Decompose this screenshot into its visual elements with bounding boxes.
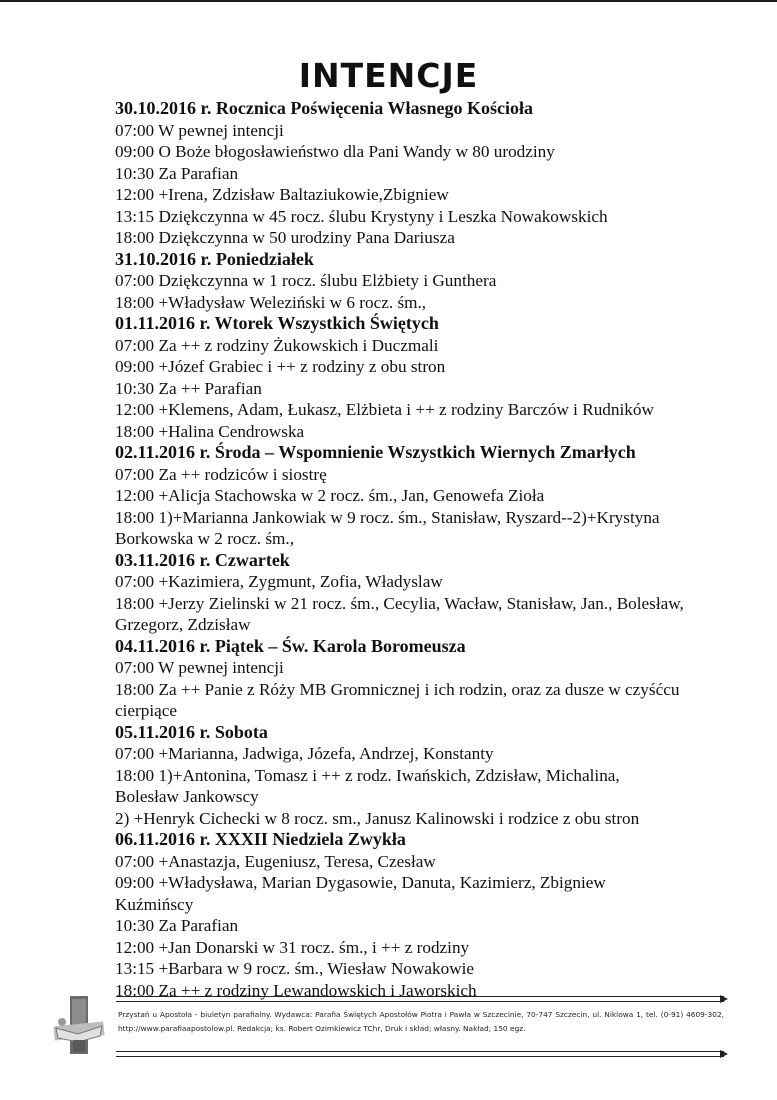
page-title: INTENCJE bbox=[298, 56, 479, 95]
intention-line: 2) +Henryk Cichecki w 8 rocz. sm., Janusz Kalinowski i rodzice z obu stron bbox=[115, 808, 640, 828]
day-header: 06.11.2016 r. XXXII Niedziela Zwykła bbox=[115, 829, 406, 849]
intention-line: 18:00 1)+Antonina, Tomasz i ++ z rodz. Iwańskich, Zdzisław, Michalina, bbox=[115, 765, 620, 785]
intention-line: 18:00 Dziękczynna w 50 urodziny Pana Dariusza bbox=[115, 228, 455, 247]
intention-line: 18:00 +Jerzy Zielinski w 21 rocz. śm., Cecylia, Wacław, Stanisław, Jan., Bolesław, bbox=[115, 593, 684, 613]
intention-line: 10:30 Za Parafian bbox=[115, 163, 239, 183]
intention-line: 07:00 +Marianna, Jadwiga, Józefa, Andrzej, Konstanty bbox=[115, 744, 494, 763]
intention-line: Borkowska w 2 rocz. śm., bbox=[115, 529, 295, 548]
intention-line: 18:00 Za ++ z rodziny Lewandowskich i Jaworskich bbox=[115, 980, 477, 1000]
footer-text: Przystań u Apostoła - biuletyn parafialny. Wydawca: Parafia Świętych Apostołów Piotra i Pawła w Szczecinie, 70-747 Szczecin, ul. Niklowa 1, tel. (0-91) 4609-302, http://www.parafiaapostolow.pl. Redakcja; ks. Robert Ozimkiewicz TChr, Druk i skład; własny. Nakład; 150 egz. bbox=[118, 1010, 724, 1033]
day-header: 31.10.2016 r. Poniedziałek bbox=[115, 248, 314, 269]
intention-line: 10:30 Za ++ Parafian bbox=[115, 378, 262, 398]
intention-line: Grzegorz, Zdzisław bbox=[115, 615, 251, 634]
intention-line: 12:00 +Jan Donarski w 31 rocz. śm., i ++ z rodziny bbox=[115, 937, 470, 957]
intention-line: 10:30 Za Parafian bbox=[115, 916, 239, 935]
intention-line: 18:00 +Władysław Weleziński w 6 rocz. śm., bbox=[115, 292, 427, 312]
intention-line: cierpiące bbox=[115, 701, 178, 720]
footer-bottom-rule bbox=[116, 1051, 724, 1057]
intention-line: 13:15 Dziękczynna w 45 rocz. ślubu Krystyny i Leszka Nowakowskich bbox=[115, 206, 608, 226]
intention-line: 07:00 Za ++ z rodziny Żukowskich i Duczmali bbox=[115, 335, 439, 355]
intention-line: 09:00 O Boże błogosławieństwo dla Pani Wandy w 80 urodziny bbox=[115, 142, 555, 161]
day-header: 01.11.2016 r. Wtorek Wszystkich Świętych bbox=[115, 313, 439, 333]
parish-cross-emblem-icon bbox=[48, 994, 108, 1056]
footer-bottom-arrow-icon bbox=[720, 1050, 728, 1058]
intention-line: 18:00 1)+Marianna Jankowiak w 9 rocz. śm., Stanisław, Ryszard--2)+Krystyna bbox=[115, 507, 660, 527]
intention-line: 07:00 Za ++ rodziców i siostrę bbox=[115, 464, 327, 484]
day-header: 05.11.2016 r. Sobota bbox=[115, 721, 268, 742]
intention-line: 12:00 +Alicja Stachowska w 2 rocz. śm., Jan, Genowefa Zioła bbox=[115, 486, 545, 505]
intention-line: 09:00 +Władysława, Marian Dygasowie, Danuta, Kazimierz, Zbigniew bbox=[115, 873, 606, 892]
bulletin-footer bbox=[48, 990, 728, 1060]
intention-line: 12:00 +Irena, Zdzisław Baltaziukowie,Zbigniew bbox=[115, 185, 449, 204]
intention-line: 12:00 +Klemens, Adam, Łukasz, Elżbieta i ++ z rodziny Barczów i Rudników bbox=[115, 400, 654, 419]
intention-line: 07:00 W pewnej intencji bbox=[115, 120, 284, 140]
intention-line: 13:15 +Barbara w 9 rocz. śm., Wiesław Nowakowie bbox=[115, 959, 475, 978]
intention-line: 07:00 +Anastazja, Eugeniusz, Teresa, Czesław bbox=[115, 851, 436, 871]
top-border bbox=[0, 0, 777, 2]
intention-line: Kuźmińscy bbox=[115, 894, 194, 914]
intention-line: 18:00 +Halina Cendrowska bbox=[115, 421, 305, 441]
intention-line: 07:00 W pewnej intencji bbox=[115, 658, 284, 677]
intention-line: 07:00 +Kazimiera, Zygmunt, Zofia, Władyslaw bbox=[115, 572, 443, 591]
footer-top-rule bbox=[116, 996, 724, 1002]
intention-line: Bolesław Jankowscy bbox=[115, 787, 259, 806]
footer-top-arrow-icon bbox=[720, 995, 728, 1003]
intention-line: 09:00 +Józef Grabiec i ++ z rodziny z obu stron bbox=[115, 357, 446, 376]
day-header: 30.10.2016 r. Rocznica Poświęcenia Własnego Kościoła bbox=[115, 98, 533, 118]
intentions-list bbox=[115, 98, 765, 1001]
intention-line: 07:00 Dziękczynna w 1 rocz. ślubu Elżbiety i Gunthera bbox=[115, 271, 497, 290]
day-header: 03.11.2016 r. Czwartek bbox=[115, 549, 290, 570]
day-header: 02.11.2016 r. Środa – Wspomnienie Wszystkich Wiernych Zmarłych bbox=[115, 442, 636, 462]
intention-line: 18:00 Za ++ Panie z Róży MB Gromnicznej i ich rodzin, oraz za dusze w czyśćcu bbox=[115, 679, 680, 699]
day-header: 04.11.2016 r. Piątek – Św. Karola Boromeusza bbox=[115, 635, 466, 656]
